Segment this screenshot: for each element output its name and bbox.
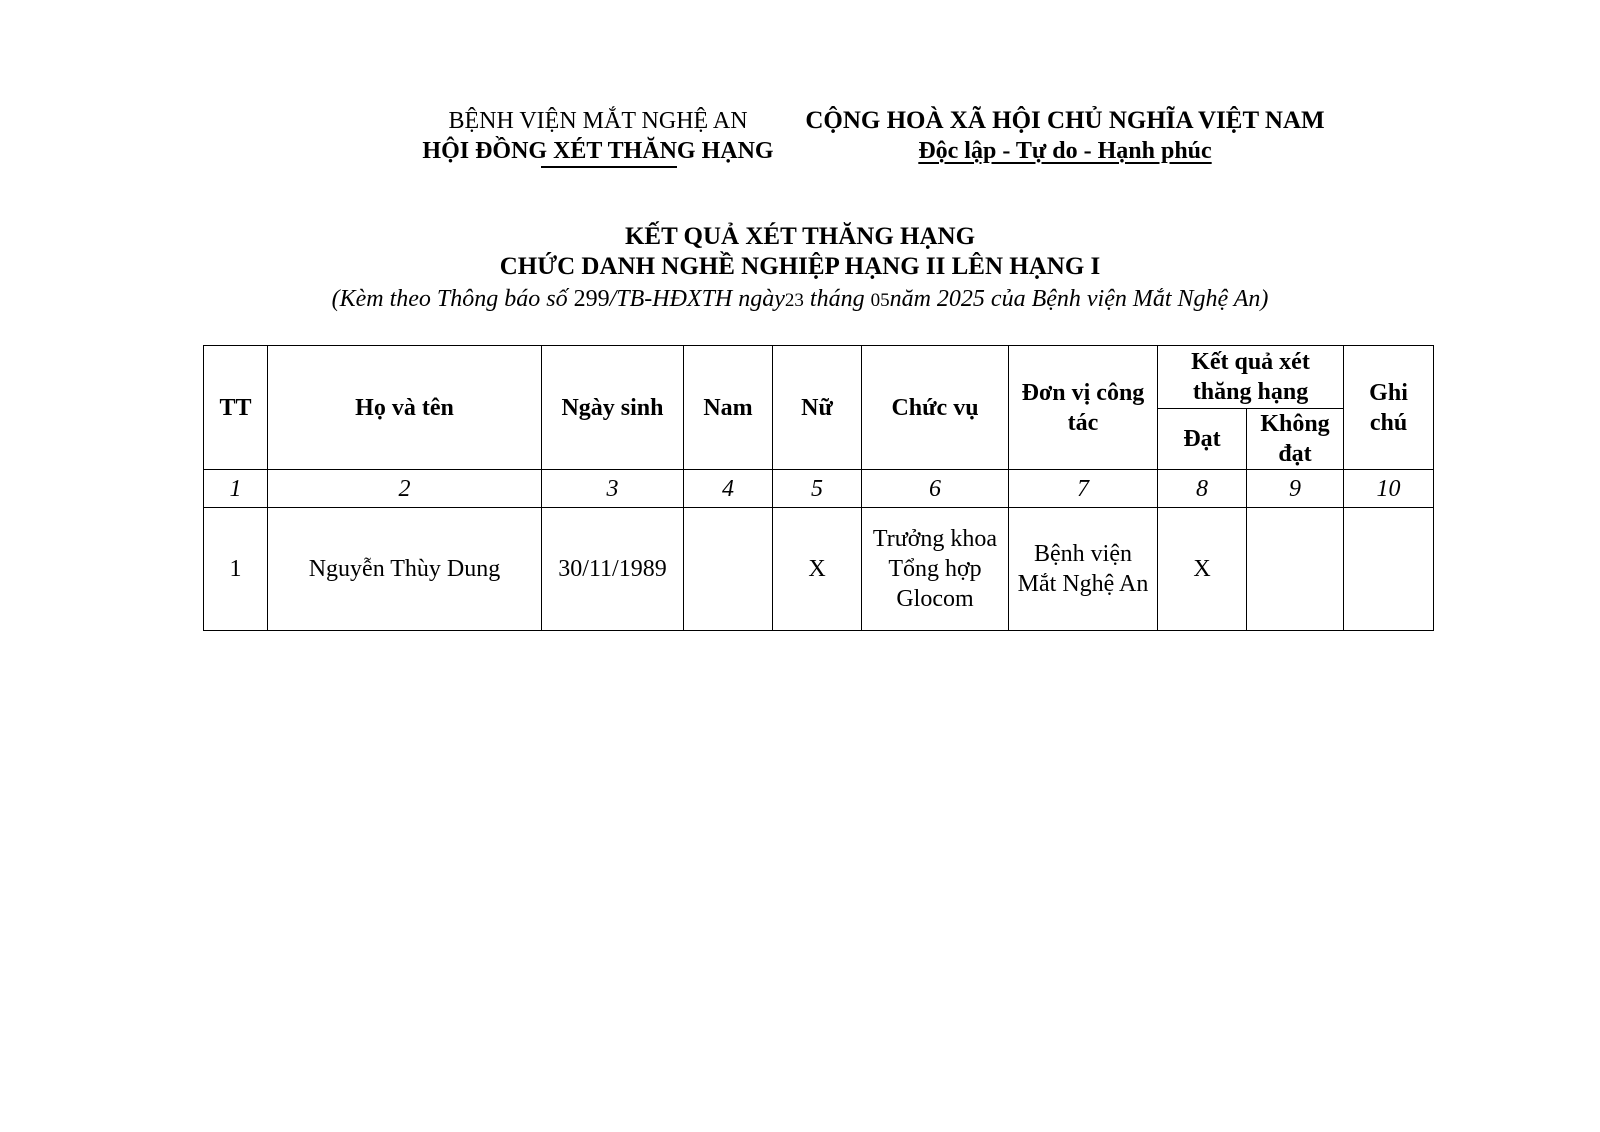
cell-dob: 30/11/1989 [542, 508, 684, 631]
column-number: 3 [542, 470, 684, 508]
notice-month: 05 [870, 290, 890, 311]
subtitle-part-4: năm 2025 của Bệnh viện Mắt Nghệ An) [889, 286, 1269, 312]
cell-unit: Bệnh viện Mắt Nghệ An [1009, 508, 1158, 631]
header-fail: Không đạt [1247, 409, 1344, 470]
header-pass: Đạt [1158, 409, 1247, 470]
issuer-hospital: BỆNH VIỆN MẮT NGHỆ AN [448, 108, 748, 134]
header-dob: Ngày sinh [542, 346, 684, 470]
title-line-1: KẾT QUẢ XÉT THĂNG HẠNG [624, 223, 976, 250]
subtitle-part-3: tháng [803, 286, 871, 312]
column-number: 4 [684, 470, 773, 508]
cell-note [1344, 508, 1434, 631]
title-line-2: CHỨC DANH NGHỀ NGHIỆP HẠNG II LÊN HẠNG I [499, 253, 1101, 280]
header-position: Chức vụ [862, 346, 1009, 470]
cell-male [684, 508, 773, 631]
cell-tt: 1 [204, 508, 268, 631]
cell-pass: X [1158, 508, 1247, 631]
issuer-header [408, 106, 788, 166]
issuer-council: HỘI ĐỒNG XÉT THĂNG HẠNG [422, 138, 774, 164]
national-header [800, 106, 1330, 166]
notice-number: 299 [573, 286, 610, 312]
column-number: 9 [1247, 470, 1344, 508]
national-motto: Độc lập - Tự do - Hạnh phúc [918, 138, 1212, 164]
title-subtitle [0, 282, 1600, 318]
column-number: 10 [1344, 470, 1434, 508]
subtitle-part-2: /TB-HĐXTH ngày [609, 286, 785, 312]
table-header-row [204, 346, 1434, 409]
column-number-row [204, 470, 1434, 508]
cell-female: X [773, 508, 862, 631]
table-row [204, 508, 1434, 631]
result-table [203, 345, 1434, 631]
header-male: Nam [684, 346, 773, 470]
header-note: Ghi chú [1344, 346, 1434, 470]
column-number: 7 [1009, 470, 1158, 508]
notice-day: 23 [784, 290, 804, 311]
national-title: CỘNG HOÀ XÃ HỘI CHỦ NGHĨA VIỆT NAM [805, 107, 1325, 134]
cell-name: Nguyễn Thùy Dung [268, 508, 542, 631]
column-number: 5 [773, 470, 862, 508]
document-title [0, 222, 1600, 318]
header-result: Kết quả xét thăng hạng [1158, 346, 1344, 409]
header-unit: Đơn vị công tác [1009, 346, 1158, 470]
column-number: 8 [1158, 470, 1247, 508]
cell-fail [1247, 508, 1344, 631]
subtitle-part-1: (Kèm theo Thông báo số [331, 286, 574, 312]
cell-position: Trưởng khoa Tổng hợp Glocom [862, 508, 1009, 631]
column-number: 2 [268, 470, 542, 508]
header-name: Họ và tên [268, 346, 542, 470]
column-number: 1 [204, 470, 268, 508]
issuer-underline [541, 166, 677, 168]
column-number: 6 [862, 470, 1009, 508]
header-female: Nữ [773, 346, 862, 470]
header-tt: TT [204, 346, 268, 470]
